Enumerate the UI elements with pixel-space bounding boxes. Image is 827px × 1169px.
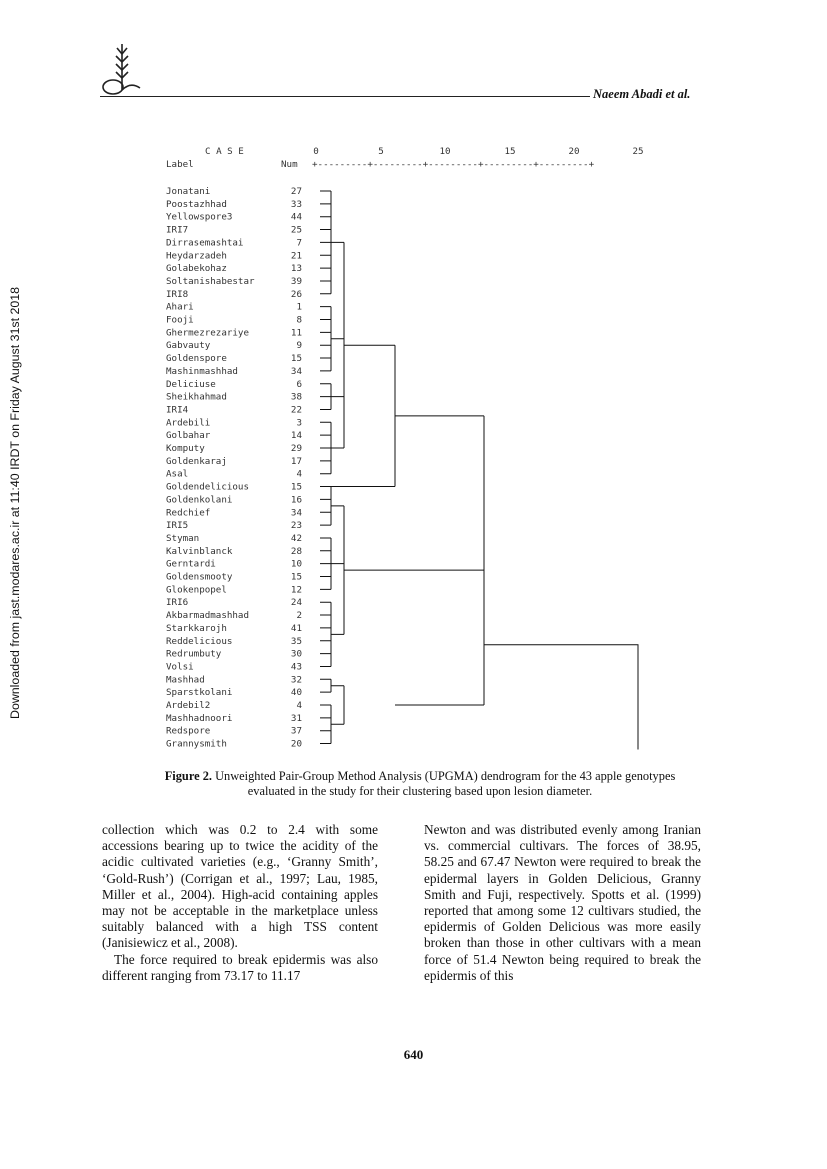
dendrogram-branch — [320, 487, 331, 526]
dendrogram-branch — [320, 538, 331, 589]
leaf-number: 37 — [290, 725, 302, 737]
leaf-number: 17 — [290, 455, 302, 467]
dendrogram-branch — [395, 416, 484, 705]
download-watermark-text: Downloaded from jast.modares.ac.ir at 11:40 IRDT on Friday August 31st 2018 — [8, 286, 22, 719]
leaf-label: IRI8 — [166, 288, 189, 300]
leaf-label: Soltanishabestar — [166, 275, 255, 287]
dendrogram-branch — [344, 345, 395, 486]
scale-tick-label: 20 — [568, 146, 580, 157]
leaf-label: Goldenkolani — [166, 494, 233, 506]
leaf-number: 30 — [290, 648, 302, 660]
leaf-label: Ahari — [166, 301, 194, 313]
leaf-label: Kalvinblanck — [166, 545, 233, 557]
journal-logo — [100, 40, 144, 98]
case-label: C A S E — [205, 146, 244, 157]
leaf-label: Yellowspore3 — [166, 211, 233, 223]
leaf-number: 21 — [290, 250, 302, 262]
figure-caption-text: Unweighted Pair-Group Method Analysis (UPGMA) dendrogram for the 43 apple genotypes evaluated in the study for their clustering based upon lesion diameter. — [211, 769, 676, 798]
body-column-right — [424, 822, 701, 984]
dendrogram-branch — [320, 191, 331, 294]
leaf-label: Komputy — [166, 443, 205, 454]
leaf-label: Goldensmooty — [166, 571, 233, 583]
leaf-label: Volsi — [166, 661, 194, 673]
leaf-number: 44 — [290, 211, 302, 223]
scale-tick-label: 10 — [439, 146, 451, 157]
leaf-number: 39 — [290, 275, 302, 287]
leaf-label: Starkkarojh — [166, 622, 227, 634]
header-rule — [100, 96, 590, 97]
leaf-number: 14 — [290, 430, 302, 442]
leaf-label: Redspore — [166, 725, 211, 737]
leaf-number: 6 — [296, 378, 302, 390]
leaf-number: 11 — [290, 327, 302, 339]
leaf-number: 33 — [290, 198, 302, 210]
leaf-number: 31 — [290, 712, 302, 724]
leaf-number: 20 — [290, 738, 302, 750]
figure-caption — [140, 769, 700, 799]
leaf-label: Mashhad — [166, 674, 205, 686]
leaf-label: IRI6 — [166, 597, 189, 609]
dendrogram-branch — [331, 686, 344, 725]
paragraph: collection which was 0.2 to 2.4 with some accessions bearing up to twice the acidity of the acidic cultivated varieties (e.g., ‘Granny Smith’, ‘Gold-Rush’) (Corrigan et al., 1997; Lau, 1985, Miller et al., 2004). High-acid containing apples may not be acceptable in the marketplace unless suitably balanced with a high TSS content (Janisiewicz et al., 2008). — [102, 822, 378, 951]
leaf-number: 35 — [290, 635, 302, 647]
leaf-number: 4 — [296, 700, 302, 711]
dendrogram-branch — [320, 679, 331, 692]
leaf-label: IRI4 — [166, 404, 189, 416]
body-column-left — [102, 822, 378, 984]
figure-caption-label: Figure 2. — [164, 769, 212, 783]
leaf-label: Goldenkaraj — [166, 455, 227, 467]
leaf-label: Reddelicious — [166, 635, 233, 647]
leaf-label: Ghermezrezariye — [166, 327, 249, 339]
leaf-number: 10 — [290, 558, 302, 570]
dendrogram-branch — [320, 422, 331, 473]
paragraph: The force required to break epidermis was also different ranging from 73.17 to 11.17 — [102, 951, 378, 983]
leaf-number: 22 — [290, 404, 302, 416]
leaf-number: 24 — [290, 597, 302, 609]
leaf-label: Gerntardi — [166, 558, 216, 570]
running-head: Naeem Abadi et al. — [593, 87, 691, 101]
leaf-label: IRI7 — [166, 224, 189, 236]
scale-tick-label: 0 — [313, 146, 319, 157]
leaf-number: 1 — [296, 301, 302, 313]
leaf-number: 28 — [290, 545, 302, 557]
leaf-label: Mashhadnoori — [166, 712, 233, 724]
label-column-header: Label — [166, 159, 194, 170]
leaf-label: Redchief — [166, 507, 211, 519]
leaf-label: Gabvauty — [166, 340, 211, 352]
dendrogram-branch — [331, 242, 344, 448]
leaf-number: 43 — [290, 661, 302, 673]
leaf-number: 15 — [290, 571, 302, 583]
scale-tick-label: 25 — [632, 146, 644, 157]
leaf-number: 29 — [290, 443, 302, 454]
dendrogram-branch — [484, 645, 638, 750]
scale-tick-label: 5 — [378, 146, 384, 157]
leaf-number: 40 — [290, 687, 302, 699]
leaf-number: 4 — [296, 468, 302, 480]
leaf-number: 7 — [296, 237, 302, 249]
leaf-label: Heydarzadeh — [166, 250, 227, 262]
leaf-number: 8 — [296, 314, 302, 326]
leaf-label: Glokenpopel — [166, 584, 227, 596]
leaf-label: Styman — [166, 532, 200, 544]
paragraph: Newton and was distributed evenly among Iranian vs. commercial cultivars. The forces of 38.95, 58.25 and 67.47 Newton were required to break the epidermal layers in Golden Delicious, Granny Smith and Fuji, respectively. Spotts et al. (1999) reported that among some 12 cultivars studied, the epidermis of Golden Delicious was more easily broken than those in other cultivars with a mean force of 51.4 Newton being required to break the epidermis of this — [424, 822, 701, 983]
leaf-number: 2 — [296, 610, 302, 622]
dendrogram-branch — [331, 506, 344, 635]
leaf-number: 27 — [290, 186, 302, 197]
dendrogram-branch — [320, 307, 331, 371]
leaf-label: Goldenspore — [166, 353, 227, 365]
leaf-number: 32 — [290, 674, 302, 686]
dendrogram-branch — [320, 602, 331, 666]
leaf-number: 9 — [296, 340, 302, 352]
leaf-number: 42 — [290, 532, 302, 544]
leaf-number: 38 — [290, 391, 302, 403]
leaf-label: Redrumbuty — [166, 648, 222, 660]
leaf-number: 12 — [290, 584, 302, 596]
leaf-number: 25 — [290, 224, 302, 236]
leaf-number: 15 — [290, 481, 302, 493]
leaf-label: Deliciuse — [166, 378, 216, 390]
leaf-number: 3 — [296, 417, 302, 429]
leaf-label: Goldendelicious — [166, 481, 249, 493]
leaf-label: Grannysmith — [166, 738, 227, 750]
leaf-number: 16 — [290, 494, 302, 506]
leaf-label: Ardebili — [166, 417, 211, 429]
leaf-number: 15 — [290, 353, 302, 365]
leaf-label: Jonatani — [166, 186, 211, 197]
leaf-label: IRI5 — [166, 520, 189, 532]
leaf-label: Mashinmashhad — [166, 365, 238, 377]
leaf-label: Sparstkolani — [166, 687, 233, 699]
leaf-number: 13 — [290, 263, 302, 275]
leaf-number: 41 — [290, 622, 302, 634]
leaf-label: Dirrasemashtai — [166, 237, 244, 249]
leaf-label: Fooji — [166, 314, 194, 326]
scale-tick-label: 15 — [504, 146, 516, 157]
page-number: 640 — [403, 1047, 424, 1062]
num-column-header: Num — [281, 159, 298, 170]
leaf-label: Asal — [166, 468, 189, 480]
leaf-number: 34 — [290, 507, 302, 519]
leaf-label: Golbahar — [166, 430, 211, 442]
leaf-number: 26 — [290, 288, 302, 300]
dendrogram-branch — [320, 705, 331, 744]
leaf-label: Poostazhhad — [166, 198, 227, 210]
leaf-number: 23 — [290, 520, 302, 532]
leaf-label: Golabekohaz — [166, 263, 227, 275]
leaf-label: Sheikhahmad — [166, 391, 227, 403]
leaf-label: Akbarmadmashhad — [166, 610, 249, 622]
leaf-number: 34 — [290, 365, 302, 377]
dendrogram-branch — [320, 384, 331, 410]
leaf-label: Ardebil2 — [166, 700, 211, 711]
distance-scale-rule: +---------+---------+---------+---------+---------+ — [312, 159, 595, 170]
upgma-dendrogram — [160, 140, 650, 752]
